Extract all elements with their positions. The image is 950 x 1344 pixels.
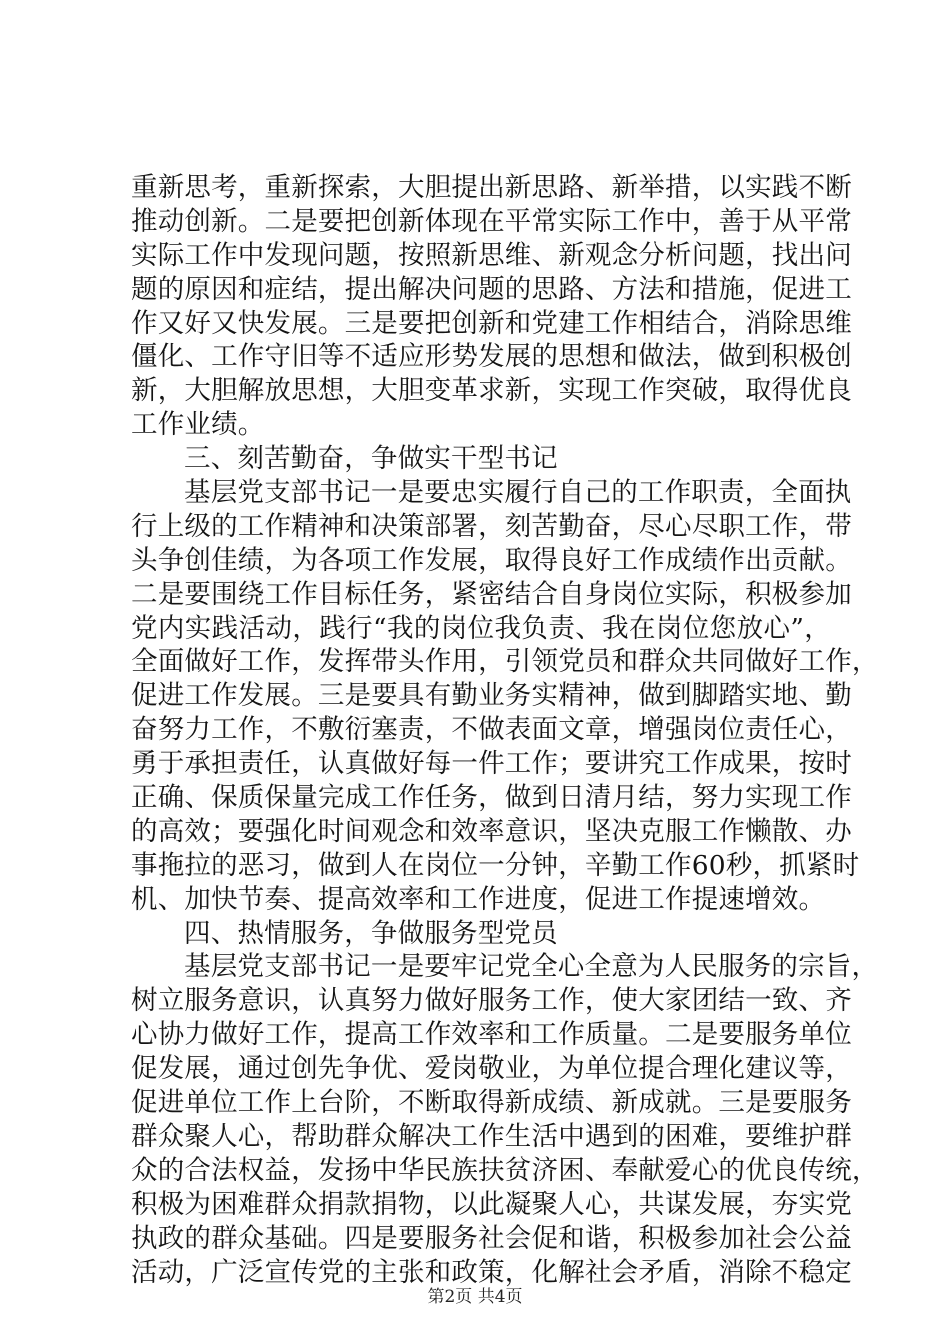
- text-line: 促进单位工作上台阶，不断取得新成绩、新成就。三是要服务: [131, 1087, 852, 1119]
- text-line: 事拖拉的恶习，做到人在岗位一分钟，辛勤工作60秒，抓紧时: [131, 849, 860, 881]
- text-line: 题的原因和症结，提出解决问题的思路、方法和措施，促进工: [131, 273, 852, 305]
- text-line: 实际工作中发现问题，按照新思维、新观念分析问题，找出问: [131, 239, 852, 271]
- text-line: 正确、保质保量完成工作任务，做到日清月结，努力实现工作: [131, 782, 852, 814]
- text-line: 全面做好工作，发挥带头作用，引领党员和群众共同做好工作，: [131, 646, 879, 678]
- text-line: 心协力做好工作，提高工作效率和工作质量。二是要服务单位: [131, 1019, 852, 1051]
- text-line: 基层党支部书记一是要忠实履行自己的工作职责，全面执: [184, 477, 852, 509]
- text-line: 重新思考，重新探索，大胆提出新思路、新举措，以实践不断: [131, 172, 852, 203]
- text-line: 群众聚人心，帮助群众解决工作生活中遇到的困难，要维护群: [131, 1120, 852, 1152]
- text-line: 僵化、工作守旧等不适应形势发展的思想和做法，做到积极创: [131, 341, 852, 373]
- text-line: 的高效；要强化时间观念和效率意识，坚决克服工作懒散、办: [131, 815, 852, 847]
- text-line: 积极为困难群众捐款捐物，以此凝聚人心，共谋发展，夯实党: [131, 1188, 852, 1220]
- text-line: 二是要围绕工作目标任务，紧密结合自身岗位实际，积极参加: [131, 578, 852, 610]
- text-line: 促发展，通过创先争优、爱岗敬业，为单位提合理化建议等，: [131, 1053, 852, 1085]
- text-line: 作又好又快发展。三是要把创新和党建工作相结合，消除思维: [131, 307, 852, 339]
- section-heading: 三、刻苦勤奋，争做实干型书记: [184, 443, 558, 475]
- text-line: 促进工作发展。三是要具有勤业务实精神，做到脚踏实地、勤: [131, 680, 852, 712]
- page-footer: 第2页 共4页: [427, 1287, 523, 1307]
- text-line: 推动创新。二是要把创新体现在平常实际工作中，善于从平常: [131, 205, 852, 237]
- text-line: 树立服务意识，认真努力做好服务工作，使大家团结一致、齐: [131, 985, 852, 1017]
- text-line: 机、加快节奏、提高效率和工作进度，促进工作提速增效。: [131, 883, 826, 915]
- text-line: 头争创佳绩，为各项工作发展，取得良好工作成绩作出贡献。: [131, 544, 852, 576]
- text-line: 活动，广泛宣传党的主张和政策，化解社会矛盾，消除不稳定: [131, 1256, 852, 1288]
- text-line: 勇于承担责任，认真做好每一件工作；要讲究工作成果，按时: [131, 748, 852, 780]
- text-line: 党内实践活动，践行“我的岗位我负责、我在岗位您放心”，: [131, 612, 831, 644]
- text-line: 行上级的工作精神和决策部署，刻苦勤奋，尽心尽职工作，带: [131, 510, 852, 542]
- text-line: 新，大胆解放思想，大胆变革求新，实现工作突破，取得优良: [131, 375, 852, 407]
- text-line: 执政的群众基础。四是要服务社会促和谐，积极参加社会公益: [131, 1222, 852, 1254]
- text-line: 工作业绩。: [131, 409, 265, 441]
- text-line: 奋努力工作，不敷衍塞责，不做表面文章，增强岗位责任心，: [131, 714, 852, 746]
- document-body: [131, 171, 879, 1289]
- text-line: 基层党支部书记一是要牢记党全心全意为人民服务的宗旨，: [184, 951, 879, 983]
- section-heading: 四、热情服务，争做服务型党员: [184, 917, 558, 949]
- text-line: 众的合法权益，发扬中华民族扶贫济困、奉献爱心的优良传统，: [131, 1154, 879, 1186]
